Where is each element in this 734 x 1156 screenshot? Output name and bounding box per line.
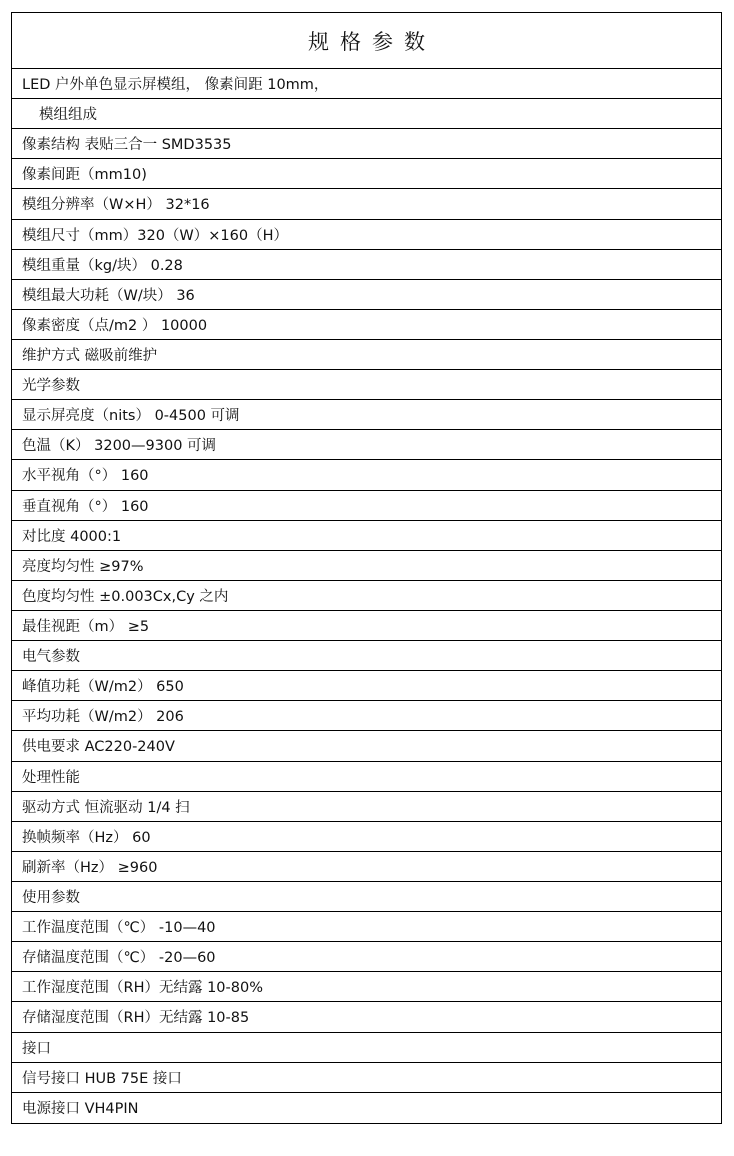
section-optical: 光学参数 — [12, 370, 721, 400]
table-title: 规格参数 — [308, 29, 436, 54]
spec-row-contrast: 对比度 4000:1 — [12, 521, 721, 551]
spec-row-module-resolution: 模组分辨率（W×H） 32*16 — [12, 189, 721, 219]
spec-row-average-power: 平均功耗（W/m2） 206 — [12, 701, 721, 731]
spec-row-pixel-structure: 像素结构 表贴三合一 SMD3535 — [12, 129, 721, 159]
spec-row-horizontal-angle: 水平视角（°） 160 — [12, 460, 721, 490]
section-processing: 处理性能 — [12, 762, 721, 792]
spec-row-pixel-density: 像素密度（点/m2 ） 10000 — [12, 310, 721, 340]
spec-row-operating-temperature: 工作温度范围（℃） -10—40 — [12, 912, 721, 942]
spec-row-brightness: 显示屏亮度（nits） 0-4500 可调 — [12, 400, 721, 430]
spec-row-maintenance: 维护方式 磁吸前维护 — [12, 340, 721, 370]
spec-row-chroma-uniformity: 色度均匀性 ±0.003Cx,Cy 之内 — [12, 581, 721, 611]
spec-row-viewing-distance: 最佳视距（m） ≥5 — [12, 611, 721, 641]
spec-table — [11, 12, 722, 1124]
spec-row-signal-interface: 信号接口 HUB 75E 接口 — [12, 1063, 721, 1093]
spec-row-color-temperature: 色温（K） 3200—9300 可调 — [12, 430, 721, 460]
spec-row-peak-power: 峰值功耗（W/m2） 650 — [12, 671, 721, 701]
spec-row-storage-humidity: 存储湿度范围（RH）无结露 10-85 — [12, 1002, 721, 1032]
spec-row-max-power: 模组最大功耗（W/块） 36 — [12, 280, 721, 310]
section-usage: 使用参数 — [12, 882, 721, 912]
section-interface: 接口 — [12, 1033, 721, 1063]
table-title-row — [12, 13, 721, 69]
spec-row-operating-humidity: 工作湿度范围（RH）无结露 10-80% — [12, 972, 721, 1002]
spec-row-power-supply: 供电要求 AC220-240V — [12, 731, 721, 761]
spec-row-refresh-rate: 刷新率（Hz） ≥960 — [12, 852, 721, 882]
spec-row-frame-rate: 换帧频率（Hz） 60 — [12, 822, 721, 852]
spec-row-power-interface: 电源接口 VH4PIN — [22, 1101, 139, 1118]
section-electrical: 电气参数 — [12, 641, 721, 671]
spec-row-storage-temperature: 存储温度范围（℃） -20—60 — [12, 942, 721, 972]
section-module-composition: 模组组成 — [12, 99, 721, 129]
spec-row-vertical-angle: 垂直视角（°） 160 — [12, 491, 721, 521]
spec-row-pixel-pitch: 像素间距（mm10) — [12, 159, 721, 189]
spec-row-intro: LED 户外单色显示屏模组， 像素间距 10mm， — [12, 69, 721, 99]
spec-row-module-size: 模组尺寸（mm）320（W）×160（H） — [12, 220, 721, 250]
spec-row-module-weight: 模组重量（kg/块） 0.28 — [12, 250, 721, 280]
spec-row-brightness-uniformity: 亮度均匀性 ≥97% — [12, 551, 721, 581]
spec-row-drive-mode: 驱动方式 恒流驱动 1/4 扫 — [12, 792, 721, 822]
